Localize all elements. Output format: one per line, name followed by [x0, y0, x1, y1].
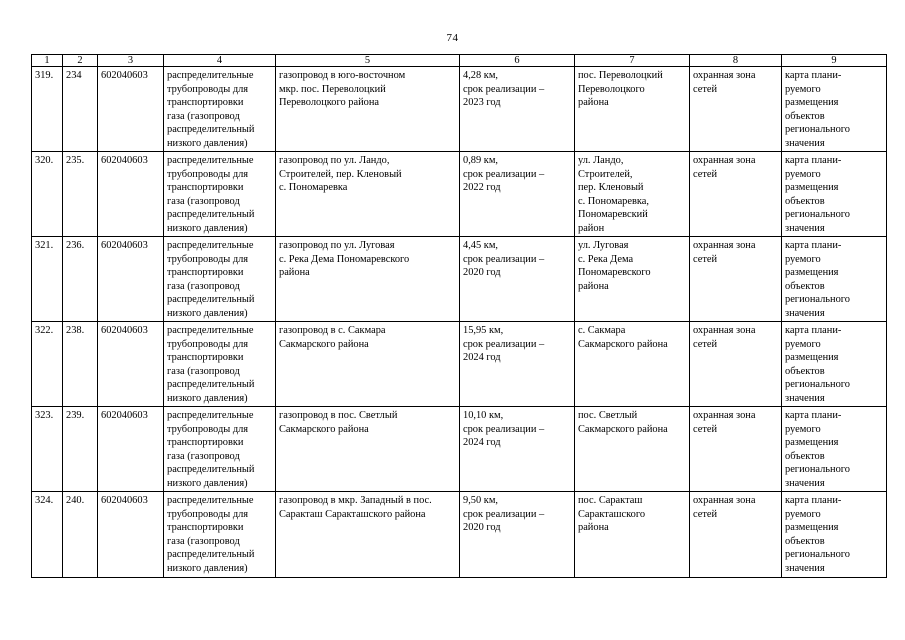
column-header: 7 — [575, 55, 690, 67]
column-header: 3 — [98, 55, 164, 67]
row-number: 324. — [32, 492, 63, 578]
object-code: 602040603 — [98, 407, 164, 492]
object-type: распределительные трубопроводы для транспортировки газа (газопровод распределительный низкого давления) — [164, 322, 276, 407]
column-header: 4 — [164, 55, 276, 67]
object-location: ул. Луговая с. Река Дема Пономаревского района — [575, 237, 690, 322]
zone-type: охранная зона сетей — [690, 67, 782, 152]
zone-type: охранная зона сетей — [690, 492, 782, 578]
object-location: пос. Переволоцкий Переволоцкого района — [575, 67, 690, 152]
item-number: 239. — [63, 407, 98, 492]
map-reference: карта плани- руемого размещения объектов регионального значения — [782, 492, 887, 578]
object-location: пос. Саракташ Саракташского района — [575, 492, 690, 578]
column-header: 8 — [690, 55, 782, 67]
object-name: газопровод по ул. Ландо, Строителей, пер. Кленовый с. Пономаревка — [276, 152, 460, 237]
zone-type: охранная зона сетей — [690, 407, 782, 492]
object-name: газопровод по ул. Луговая с. Река Дема Пономаревского района — [276, 237, 460, 322]
row-number: 321. — [32, 237, 63, 322]
column-header: 9 — [782, 55, 887, 67]
object-characteristics: 4,28 км, срок реализации – 2023 год — [460, 67, 575, 152]
object-code: 602040603 — [98, 152, 164, 237]
object-characteristics: 9,50 км, срок реализации – 2020 год — [460, 492, 575, 578]
item-number: 235. — [63, 152, 98, 237]
map-reference: карта плани- руемого размещения объектов регионального значения — [782, 67, 887, 152]
object-code: 602040603 — [98, 492, 164, 578]
column-header: 5 — [276, 55, 460, 67]
page-number: 74 — [446, 32, 459, 44]
object-characteristics: 0,89 км, срок реализации – 2022 год — [460, 152, 575, 237]
map-reference: карта плани- руемого размещения объектов регионального значения — [782, 237, 887, 322]
object-type: распределительные трубопроводы для транспортировки газа (газопровод распределительный низкого давления) — [164, 237, 276, 322]
map-reference: карта плани- руемого размещения объектов регионального значения — [782, 407, 887, 492]
item-number: 236. — [63, 237, 98, 322]
item-number: 240. — [63, 492, 98, 578]
header-row — [32, 55, 887, 67]
table-row — [32, 407, 887, 492]
map-reference: карта плани- руемого размещения объектов регионального значения — [782, 152, 887, 237]
zone-type: охранная зона сетей — [690, 152, 782, 237]
row-number: 319. — [32, 67, 63, 152]
object-location: ул. Ландо, Строителей, пер. Кленовый с. Пономаревка, Пономаревский район — [575, 152, 690, 237]
item-number: 234 — [63, 67, 98, 152]
object-name: газопровод в мкр. Западный в пос. Саракташ Саракташского района — [276, 492, 460, 578]
object-name: газопровод в пос. Светлый Сакмарского района — [276, 407, 460, 492]
item-number: 238. — [63, 322, 98, 407]
column-header: 6 — [460, 55, 575, 67]
row-number: 323. — [32, 407, 63, 492]
zone-type: охранная зона сетей — [690, 322, 782, 407]
object-characteristics: 4,45 км, срок реализации – 2020 год — [460, 237, 575, 322]
object-name: газопровод в с. Сакмара Сакмарского района — [276, 322, 460, 407]
map-reference: карта плани- руемого размещения объектов регионального значения — [782, 322, 887, 407]
zone-type: охранная зона сетей — [690, 237, 782, 322]
object-code: 602040603 — [98, 67, 164, 152]
column-header: 2 — [63, 55, 98, 67]
register-table — [31, 54, 887, 578]
column-header: 1 — [32, 55, 63, 67]
object-code: 602040603 — [98, 237, 164, 322]
object-characteristics: 10,10 км, срок реализации – 2024 год — [460, 407, 575, 492]
object-type: распределительные трубопроводы для транспортировки газа (газопровод распределительный низкого давления) — [164, 492, 276, 578]
object-type: распределительные трубопроводы для транспортировки газа (газопровод распределительный низкого давления) — [164, 67, 276, 152]
table-row — [32, 152, 887, 237]
object-type: распределительные трубопроводы для транспортировки газа (газопровод распределительный низкого давления) — [164, 407, 276, 492]
table-row — [32, 322, 887, 407]
table-row — [32, 67, 887, 152]
row-number: 320. — [32, 152, 63, 237]
object-location: пос. Светлый Сакмарского района — [575, 407, 690, 492]
object-characteristics: 15,95 км, срок реализации – 2024 год — [460, 322, 575, 407]
object-code: 602040603 — [98, 322, 164, 407]
row-number: 322. — [32, 322, 63, 407]
object-location: с. Сакмара Сакмарского района — [575, 322, 690, 407]
object-type: распределительные трубопроводы для транспортировки газа (газопровод распределительный низкого давления) — [164, 152, 276, 237]
table-row — [32, 237, 887, 322]
table-row — [32, 492, 887, 578]
object-name: газопровод в юго-восточном мкр. пос. Переволоцкий Переволоцкого района — [276, 67, 460, 152]
